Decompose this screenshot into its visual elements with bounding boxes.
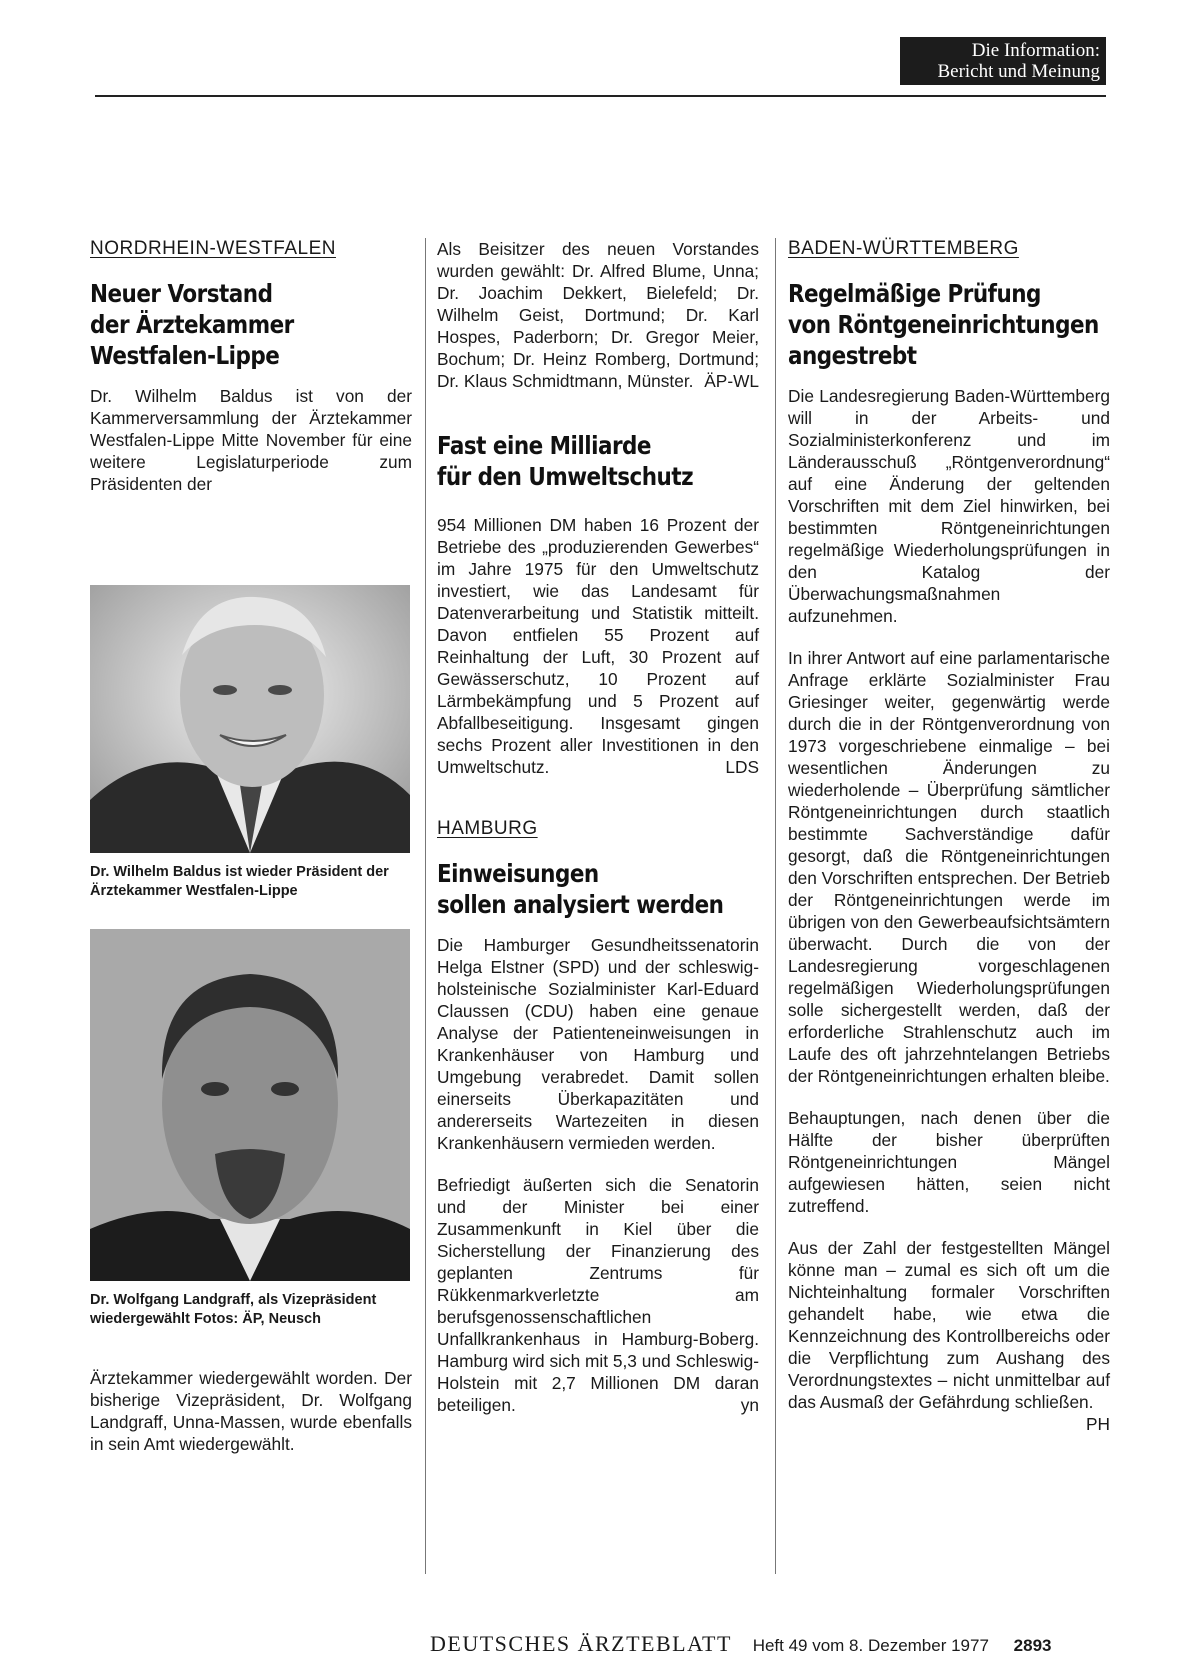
author-sign: PH: [1085, 1414, 1110, 1434]
top-rule: [95, 95, 1106, 97]
headline-line: der Ärztekammer: [90, 310, 294, 339]
article-paragraph: Behauptungen, nach denen über die Hälfte der bisher überprüften Röntgeneinrichtungen Mängel aufgewiesen hätten, seien nicht zutreffend.: [788, 1108, 1110, 1216]
headline-line: für den Umweltschutz: [437, 462, 694, 491]
headline-line: Regelmäßige Prüfung: [788, 279, 1041, 308]
article-paragraph: [437, 238, 759, 392]
kicker-hamburg: HAMBURG: [437, 818, 538, 839]
journal-name: DEUTSCHES ÄRZTEBLATT: [430, 1631, 732, 1656]
column-2: [437, 238, 759, 1436]
article-paragraph: Die Landesregierung Baden-Württemberg will in der Arbeits- und Sozialministerkonferenz und im Länderausschuß „Röntgenverordnung“ auf eine Änderung der geltenden Vorschriften mit dem Ziel hinwirken, bei bestimmten Röntgeneinrichtungen regelmäßige Wiederholungsprüfungen in den Katalog der Überwachungsmaßnahmen aufzunehmen.: [788, 386, 1110, 626]
caption-landgraff: Dr. Wolfgang Landgraff, als Vizepräsident wiedergewählt Fotos: ÄP, Neusch: [90, 1292, 377, 1327]
paragraph-text: Aus der Zahl der festgestellten Mängel könne man – zumal es sich oft um die Nichteinhaltung formaler Vorschriften gehandelt habe, wie etwa die Kennzeichnung des Kontrollbereichs oder die Verpflichtung zum Aushang des Verordnungstextes – nicht unmittelbar auf das Ausmaß der Gefährdung schließen.: [788, 1238, 1110, 1412]
article-paragraph: Ärztekammer wiedergewählt worden. Der bisherige Vizepräsident, Dr. Wolfgang Landgraff, Unna-Massen, wurde ebenfalls in sein Amt wiedergewählt.: [90, 1368, 412, 1454]
portrait-landgraff-image: [90, 929, 410, 1281]
paragraph-text: Befriedigt äußerten sich die Senatorin und der Minister bei einer Zusammenkunft in Kiel über die Sicherstellung der Finanzierung des geplanten Zentrums für Rükkenmarkverletzte am berufsgenossenschaftlichen Unfallkrankenhaus in Hamburg-Boberg. Hamburg wird sich mit 5,3 und Schleswig-Holstein mit 2,7 Millionen DM daran beteiligen.: [437, 1175, 759, 1415]
author-sign: ÄP-WL: [704, 371, 759, 391]
section-line-1: Die Information:: [971, 40, 1100, 61]
author-sign: yn: [740, 1395, 759, 1415]
headline-line: von Röntgeneinrichtungen: [788, 310, 1099, 339]
headline-line: sollen analysiert werden: [437, 890, 724, 919]
headline-umwelt: [437, 430, 755, 492]
caption-baldus: Dr. Wilhelm Baldus ist wieder Präsident der Ärztekammer Westfalen-Lippe: [90, 864, 389, 899]
paragraph-text: Als Beisitzer des neuen Vorstandes wurden gewählt: Dr. Alfred Blume, Unna; Dr. Joachim Dekkert, Bielefeld; Dr. Wilhelm Geist, Dortmund; Dr. Karl Hospes, Paderborn; Dr. Gregor Meier, Bochum; Dr. Heinz Romberg, Dortmund; Dr. Klaus Schmidtmann, Münster.: [437, 239, 759, 391]
author-sign: LDS: [725, 757, 759, 777]
column-rule-1: [425, 238, 426, 1574]
kicker-nrw: NORDRHEIN-WESTFALEN: [90, 238, 336, 259]
headline-vorstand: [90, 278, 408, 371]
paragraph-text: 954 Millionen DM haben 16 Prozent der Betriebe des „produzierenden Gewerbes“ im Jahre 1975 für den Umweltschutz investiert, wie das Landesamt für Datenverarbeitung und Statistik mitteilt. Davon entfielen 55 Prozent auf Reinhaltung der Luft, 30 Prozent auf Gewässerschutz, 10 Prozent auf Lärmbekämpfung und 5 Prozent auf Abfallbeseitigung. Insgesamt gingen sechs Prozent aller Investitionen in den Umweltschutz.: [437, 515, 759, 777]
article-paragraph: Die Hamburger Gesundheitssenatorin Helga Elstner (SPD) und der schleswig-holsteinische Sozialminister Karl-Eduard Claussen (CDU) haben eine genaue Analyse der Patienteneinweisungen in Krankenhäuser von Hamburg und Umgebung verabredet. Damit sollen einerseits Überkapazitäten und andererseits Wartezeiten in diesen Krankenhäusern vermieden werden.: [437, 935, 759, 1153]
article-paragraph: [788, 1237, 1110, 1434]
column-3: [788, 238, 1110, 1435]
headline-line: Einweisungen: [437, 859, 599, 888]
article-paragraph: [437, 514, 759, 778]
article-paragraph: [437, 1174, 759, 1416]
portrait-baldus-image: [90, 585, 410, 853]
headline-line: Fast eine Milliarde: [437, 431, 651, 460]
article-paragraph: In ihrer Antwort auf eine parlamentarische Anfrage erklärte Sozialminister Frau Griesinger weiter, gegenwärtig werde durch die in der Röntgenverordnung von 1973 vorgeschriebene einmalige – bei wesentlichen Änderungen zu wiederholende – Überprüfung sämtlicher Röntgeneinrichtungen durch staatlich bestimmte Sachverständige dafür gesorgt, daß die Röntgeneinrichtungen den Vorschriften entsprechen. Der Betrieb der Röntgeneinrichtungen werde im übrigen von den Gewerbeaufsichtsämtern überwacht. Durch die von der Landesregierung vorgeschlagenen regelmäßigen Wiederholungsprüfungen solle sichergestellt werden, daß der erforderliche Strahlenschutz auch im Laufe des oft jahrzehntelangen Betriebs der Röntgeneinrichtungen erhalten bleibe.: [788, 648, 1110, 1086]
page-footer: [430, 1631, 1110, 1657]
section-line-2: Bericht und Meinung: [937, 61, 1100, 82]
issue-info: Heft 49 vom 8. Dezember 1977: [752, 1636, 989, 1655]
article-paragraph: Dr. Wilhelm Baldus ist von der Kammerversammlung der Ärztekammer Westfalen-Lippe Mitte November für eine weitere Legislaturperiode zum Präsidenten der: [90, 386, 412, 494]
kicker-bw: BADEN-WÜRTTEMBERG: [788, 238, 1019, 259]
headline-line: Westfalen-Lippe: [90, 341, 280, 370]
page-number: 2893: [1013, 1636, 1052, 1655]
headline-roentgen: [788, 278, 1106, 371]
column-1: [90, 238, 412, 1475]
section-badge: [900, 37, 1106, 85]
photo-landgraff: [90, 929, 410, 1281]
headline-line: angestrebt: [788, 341, 917, 370]
photo-baldus: [90, 585, 410, 853]
headline-einweisungen: [437, 858, 755, 920]
column-rule-2: [775, 238, 776, 1574]
headline-line: Neuer Vorstand: [90, 279, 273, 308]
